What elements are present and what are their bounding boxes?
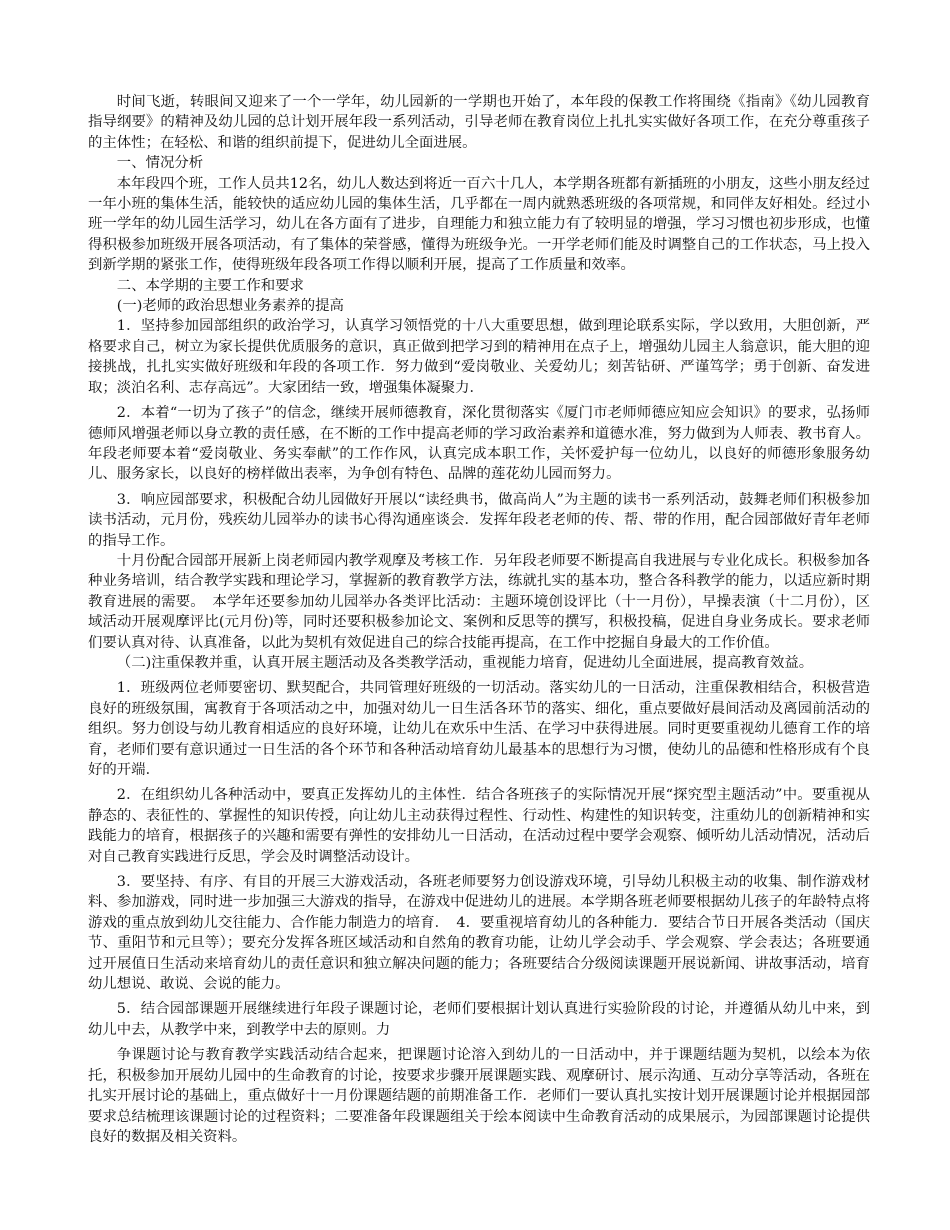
research-paragraph: 争课题讨论与教育教学实践活动结合起来，把课题讨论溶入到幼儿的一日活动中，并于课题结题为契机，以绘本为依托，积极参加开展幼儿园中的生命教育的讨论，按要求步骤开展课题实践、观摩研讨、展示沟通、互动分享等活动，各班在扎实开展讨论的基础上，重点做好十一月份课题结题的前期准备工作．老师们一要认真扎实按计划开展课题讨论并根据园部要求总结梳理该课题讨论的过程资料；二要准备年段课题组关于绘本阅读中生命教育活动的成果展示，为园部课题讨论提供良好的数据及相关资料。	[88, 1047, 870, 1145]
document-body	[88, 92, 870, 1147]
subsection-heading-teacher-quality: (一)老师的政治思想业务素养的提高	[116, 298, 344, 315]
section-heading-situation-analysis: 一、情况分析	[116, 155, 204, 172]
item-paragraph-2: 2．本着“一切为了孩子”的信念，继续开展师德教育，深化贯彻落实《厦门市老师师德应知应会知识》的要求，弘扬师德师风增强老师以身立教的责任感，在不断的工作中提高老师的学习政治素养和道德水准，努力做到为人师表、教书育人。年段老师要本着“爱岗敬业、务实奉献”的工作作风，认真完成本职工作，关怀爱护每一位幼儿，以良好的师德形象服务幼儿、服务家长，以良好的榜样做出表率，为争创有特色、品牌的莲花幼儿园而努力。	[88, 405, 870, 483]
edu-item-paragraph-5: 5．结合园部课题开展继续进行年段子课题讨论，老师们要根据计划认真进行实验阶段的讨论，并遵循从幼儿中来，到幼儿中去，从教学中来，到教学中去的原则。力	[88, 1001, 870, 1038]
situation-paragraph: 本年段四个班，工作人员共12名，幼儿人数达到将近一百六十几人，本学期各班都有新插班的小朋友，这些小朋友经过一年小班的集体生活，能较快的适应幼儿园的集体生活，几乎都在一周内就熟悉班级的各项常规，和同伴友好相处。经过小班一学年的幼儿园生活学习，幼儿在各方面有了进步，自理能力和独立能力有了较明显的增强，学习习惯也初步形成，也懂得积极参加班级开展各项活动，有了集体的荣誉感，懂得为班级争光。一开学老师们能及时调整自己的工作状态，马上投入到新学期的紧张工作，使得班级年段各项工作得以顺利开展，提高了工作质量和效率。	[88, 175, 870, 274]
edu-item-paragraph-2: 2．在组织幼儿各种活动中，要真正发挥幼儿的主体性．结合各班孩子的实际情况开展“探究型主题活动”中。要重视从静态的、表征性的、掌握性的知识传授，向让幼儿主动获得过程性、行动性、构建性的知识转变，注重幼儿的创新精神和实践能力的培育，根据孩子的兴趣和需要有弹性的安排幼儿一日活动，在活动过程中要学会观察、倾听幼儿活动情况，活动后对自己教育实践进行反思，学会及时调整活动设计。	[88, 787, 870, 865]
section-heading-main-work: 二、本学期的主要工作和要求	[116, 277, 304, 294]
edu-item-paragraph-1: 1．班级两位老师要密切、默契配合，共同管理好班级的一切活动。落实幼儿的一日活动，注重保教相结合，积极营造良好的班级氛围，寓教育于各项活动之中，加强对幼儿一日生活各环节的落实、细化，重点要做好晨间活动及离园前活动的组织。努力创设与幼儿教育相适应的良好环境，让幼儿在欢乐中生活、在学习中获得进展。同时更要重视幼儿德育工作的培育，老师们要有意识通过一日生活的各个环节和各种活动培育幼儿最基本的思想行为习惯，使幼儿的品德和性格形成有个良好的开端．	[88, 680, 870, 778]
item-paragraph-1: 1．坚持参加园部组织的政治学习，认真学习领悟党的十八大重要思想，做到理论联系实际，学以致用，大胆创新，严格要求自己，树立为家长提供优质服务的意识，真正做到把学习到的精神用在点子上，增强幼儿园主人翁意识，能大胆的迎接挑战，扎扎实实做好班级和年段的各项工作．努力做到“爱岗敬业、关爱幼儿；刻苦钻研、严谨笃学；勇于创新、奋发进取；淡泊名利、志存高远”。大家团结一致，增强集体凝聚力．	[88, 318, 870, 396]
october-paragraph: 十月份配合园部开展新上岗老师园内教学观摩及考核工作．另年段老师要不断提高自我进展与专业化成长。积极参加各种业务培训，结合教学实践和理论学习，掌握新的教育教学方法，练就扎实的基本功，整合各科教学的能力，以适应新时期教育进展的需要。 本学年还要参加幼儿园举办各类评比活动：主题环境创设评比（十一月份），早操表演（十二月份），区域活动开展观摩评比(元月份)等，同时还要积极参加论文、案例和反思等的撰写，积极投稿，促进自身业务成长。要求老师们要认真对待、认真准备，以此为契机有效促进自己的综合技能再提高，在工作中挖掘自身最大的工作价值。	[88, 552, 870, 651]
subsection-heading-education: （二)注重保教并重，认真开展主题活动及各类教学活动，重视能力培育，促进幼儿全面进展，提高教育效益。	[116, 654, 814, 671]
intro-paragraph: 时间飞逝，转眼间又迎来了一个一学年，幼儿园新的一学期也开始了，本年段的保教工作将围绕《指南》《幼儿园教育指导纲要》的精神及幼儿园的总计划开展年段一系列活动，引导老师在教育岗位上扎扎实实做好各项工作，在充分尊重孩子的主体性；在轻松、和谐的组织前提下，促进幼儿全面进展。	[88, 94, 870, 151]
edu-item-paragraph-3-4: 3．要坚持、有序、有目的开展三大游戏活动，各班老师要努力创设游戏环境，引导幼儿积极主动的收集、制作游戏材料、参加游戏，同时进一步加强三大游戏的指导，在游戏中促进幼儿的进展。本学期各班老师要根据幼儿孩子的年龄特点将游戏的重点放到幼儿交往能力、合作能力制造力的培育． 4．要重视培育幼儿的各种能力．要结合节日开展各类活动（国庆节、重阳节和元旦等）；要充分发挥各班区域活动和自然角的教育功能，让幼儿学会动手、学会观察、学会表达；各班要通过开展值日生活动来培育幼儿的责任意识和独立解决问题的能力；各班要结合分级阅读课题开展说新闻、讲故事活动，培育幼儿想说、敢说、会说的能力。	[88, 874, 870, 993]
item-paragraph-3: 3．响应园部要求，积极配合幼儿园做好开展以“读经典书，做高尚人”为主题的读书一系列活动，鼓舞老师们积极参加读书活动，元月份，残疾幼儿园举办的读书心得沟通座谈会．发挥年段老老师的传、帮、带的作用，配合园部做好青年老师的指导工作。	[88, 491, 870, 549]
